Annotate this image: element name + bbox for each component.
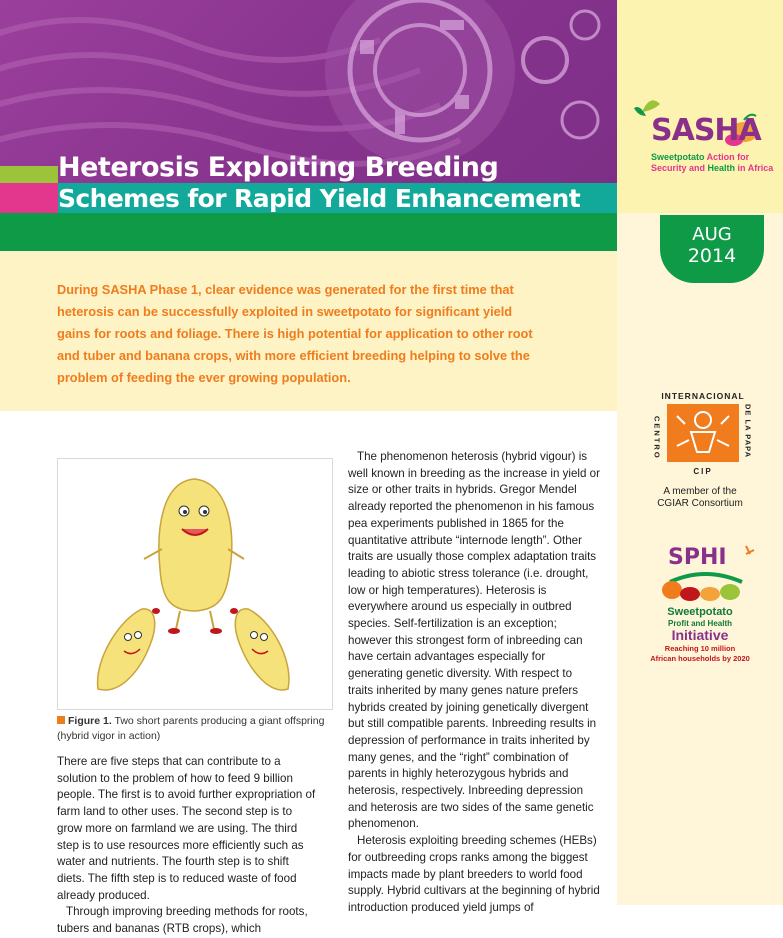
page-subtitle: Schemes for Rapid Yield Enhancement (58, 184, 581, 213)
abstract-text: During SASHA Phase 1, clear evidence was generated for the first time that heterosis can be successfully exploited in sweetpotato for significant yield gains for roots and foliage. There is high potential for application to other root and tuber and banana crops, with more efficient breeding helping to solve the problem of feeding the ever growing population. (57, 282, 533, 385)
sphi-logo-icon (650, 540, 760, 604)
sasha-logo-subtitle-1: Sweetpotato Action for (651, 152, 750, 162)
cip-member-line-2: CGIAR Consortium (657, 498, 743, 509)
sphi-logo-word: SPHI (668, 545, 727, 570)
figure-caption: Figure 1. Two short parents producing a giant offspring (hybrid vigor in action) (57, 715, 325, 742)
right-paragraph-2: Heterosis exploiting breeding schemes (HEBs) for outbreeding crops ranks among the biggest impacts made by plant breeders to world food supply. Hybrid cultivars at the beginning of hybrid introduction produced yield jumps of (348, 834, 600, 914)
caption-marker-icon (57, 716, 65, 724)
page-title: Heterosis Exploiting Breeding (58, 152, 499, 183)
left-paragraph-2: Through improving breeding methods for roots, tubers and bananas (RTB crops), which (57, 905, 308, 936)
date-badge (660, 215, 764, 283)
cip-member-line-1: A member of the (663, 486, 737, 497)
date-month: AUG (692, 224, 732, 245)
sphi-line-1: Sweetpotato (667, 606, 733, 618)
right-column (348, 449, 600, 917)
cip-bottom: CIP (693, 467, 713, 476)
cip-ring-top: INTERNACIONAL (661, 391, 745, 401)
sphi-line-4: Reaching 10 million (664, 644, 736, 653)
cip-ring-right: DE LA PAPA (743, 404, 753, 459)
header-bar-green (0, 213, 617, 251)
date-year: 2014 (687, 245, 737, 267)
sweetpotato-illustration (58, 459, 332, 709)
accent-bar-pink (0, 183, 58, 213)
cip-ring-left: CENTRO (652, 416, 662, 460)
sphi-line-5: African households by 2020 (650, 654, 750, 663)
accent-bar-lime (0, 166, 58, 183)
sasha-logo-subtitle-2: Security and Health in Africa (651, 163, 774, 173)
left-column (57, 754, 319, 938)
sasha-logo-word: SASHA (651, 113, 761, 148)
sphi-line-3: Initiative (671, 627, 729, 643)
cip-logo-icon (647, 390, 759, 478)
sphi-line-2: Profit and Health (667, 619, 732, 628)
left-paragraph-1: There are five steps that can contribute to a solution to the problem of how to feed 9 billion people. The first is to avoid further expropriation of farm land to other uses. The second step is to grow more on farmland we are using. The third step is to use resources more efficiently such as water and nutrients. The fourth step is to shift diets. The fifth step is to reduced waste of food already produced. (57, 755, 316, 902)
right-paragraph-1: The phenomenon heterosis (hybrid vigour) is well known in breeding as the increase in yield or size or other traits in hybrids. Gregor Mendel already reported the phenomenon in his famous pea experiments published in 1865 for the quantitative attribute “internode length”. Other traits are usually those complex adaptation traits leading to abiotic stress tolerance (i.e. drought, low or high temperatures). Heterosis is everywhere around us especially in outbred species. Self-fertilization is an exception; however this strongest form of inbreeding can have certain advantages especially for generating genetic diversity. With respect to traits inherited by many genes nature prefers hybrids created by joining genetically divergent but still compatible parents. Inbreeding results in depression of performance in traits inherited by many genes, and the “right” combination of parents in highly heterozygous hybrids and heterosis, respectively. Inbreeding depression and heterosis are two sides of the same genetic phenomenon. (348, 450, 600, 831)
figure-1 (57, 458, 333, 710)
